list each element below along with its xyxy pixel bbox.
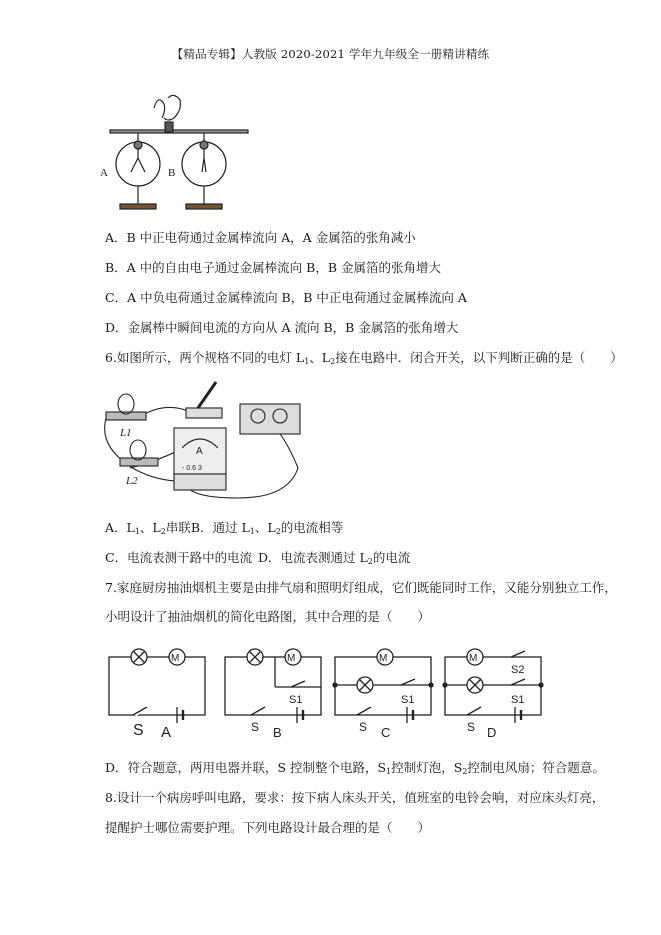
label-a: A: [100, 167, 108, 179]
circuit-label-c: C: [381, 725, 391, 740]
q8-line-1: 8.设计一个病房呼叫电路，要求：按下病人床头开关，值班室的电铃会响，对应床头灯亮，: [105, 790, 605, 805]
ammeter-scale: - 0.6 3: [182, 465, 202, 472]
circuit-label-d: D: [487, 725, 497, 740]
q6-option-c: C．电流表测干路中的电流: [105, 550, 253, 565]
q7-line-1: 7.家庭厨房抽油烟机主要是由排气扇和照明灯组成，它们既能同时工作，又能分别独立工作，: [105, 580, 617, 595]
q8-line-2: 提醒护士哪位需要护理。下列电路设计最合理的是（ ）: [105, 820, 431, 835]
motor-b: M: [287, 653, 296, 664]
motor-c: M: [379, 653, 388, 664]
q5-option-c: C．A 中负电荷通过金属棒流向 B，B 中正电荷通过金属棒流向 A: [105, 290, 467, 305]
q6-option-ab: A．$L_1$、$L_2$串联B．通过 $L_1$、$L_2$的电流相等: [105, 520, 344, 536]
label-l2: L2: [126, 475, 138, 487]
q6-option-d: D．电流表测通过 $L_2$的电流: [258, 550, 411, 566]
ammeter-label: A: [196, 446, 203, 457]
q6-stem: 6.如图所示，两个规格不同的电灯 $L_1$、$L_2$接在电路中．闭合开关，以下判断正确的是（ ）: [105, 350, 623, 366]
motor-a: M: [171, 653, 180, 664]
q7-line-2: 小明设计了抽油烟机的简化电路图，其中合理的是（ ）: [105, 609, 431, 624]
q7-answer: D．符合题意，两用电器并联，S 控制整个电路，$S_1$控制灯泡，$S_2$控制电风扇；符合题意。: [105, 760, 605, 776]
circuit-label-a: A: [161, 724, 172, 741]
switch-b: S: [251, 720, 260, 734]
q5-option-b: B．A 中的自由电子通过金属棒流向 B，B 金属箔的张角增大: [105, 260, 442, 275]
electroscope-figure: [98, 88, 258, 216]
circuit-label-b: B: [273, 725, 282, 740]
switch-a: S: [133, 722, 144, 739]
switch-c: S: [359, 720, 368, 734]
physical-circuit-figure: [98, 378, 308, 503]
switch-s1-d: S1: [511, 694, 525, 706]
q7-circuit-diagrams: [105, 643, 547, 743]
label-l1: L1: [120, 427, 132, 439]
motor-d: M: [469, 653, 478, 664]
page-header: 【精品专辑】人教版 2020-2021 学年九年级全一册精讲精练: [171, 47, 490, 61]
label-b: B: [168, 167, 176, 179]
switch-s2-d: S2: [511, 664, 525, 676]
switch-s1-b: S1: [289, 694, 303, 706]
q5-option-a: A．B 中正电荷通过金属棒流向 A，A 金属箔的张角减小: [105, 230, 416, 245]
switch-s1-c: S1: [401, 694, 415, 706]
q5-option-d: D．金属棒中瞬间电流的方向从 A 流向 B，B 金属箔的张角增大: [105, 320, 459, 335]
switch-d: S: [467, 720, 476, 734]
